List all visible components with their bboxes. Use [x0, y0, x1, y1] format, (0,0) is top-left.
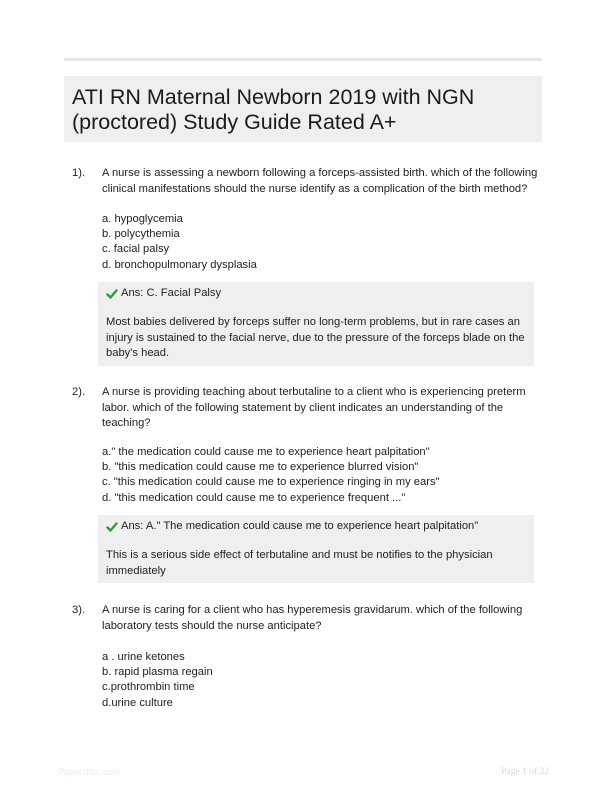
- option-item: d.urine culture: [102, 696, 173, 709]
- answer-line: [106, 286, 526, 301]
- option-item: c.prothrombin time: [102, 681, 195, 694]
- option-item: a . urine ketones: [102, 651, 185, 663]
- page-title: ATI RN Maternal Newborn 2019 with NGN (proctored) Study Guide Rated A+: [72, 85, 475, 134]
- check-icon: [106, 521, 118, 533]
- top-rule: [64, 58, 542, 61]
- options-list: [102, 445, 542, 506]
- answer-text: Ans: A." The medication could cause me to experience heart palpitation": [121, 520, 479, 532]
- option-item: a. hypoglycemia: [102, 213, 183, 225]
- title-box: [64, 76, 542, 142]
- question-text: A nurse is caring for a client who has hyperemesis gravidarum. which of the following laboratory tests should the nurse anticipate?: [102, 604, 523, 632]
- answer-explanation: Most babies delivered by forceps suffer no long-term problems, but in rare cases an injury is sustained to the facial nerve, due to the pressure of the forceps blade on the baby's head.: [106, 316, 525, 359]
- option-item: d. bronchopulmonary dysplasia: [102, 258, 257, 271]
- option-item: c. "this medication could cause me to experience ringing in my ears": [102, 476, 440, 489]
- answer-line: [106, 519, 526, 534]
- answer-box: [98, 282, 534, 366]
- question-text: A nurse is providing teaching about terbutaline to a client who is experiencing preterm labor. which of the following statement by client indicates an understanding of the teaching?: [102, 386, 526, 429]
- question-number: 1).: [72, 167, 86, 179]
- check-icon: [106, 288, 118, 300]
- footer-site-watermark: Papersfibc.com: [58, 767, 121, 777]
- question-text: A nurse is assessing a newborn following a forceps-assisted birth. which of the following clinical manifestations should the nurse identify as a complication of the birth method?: [102, 167, 538, 195]
- option-item: b. rapid plasma regain: [102, 666, 213, 679]
- option-item: d. "this medication could cause me to experience frequent ...": [102, 491, 406, 504]
- option-item: b. polycythemia: [102, 228, 180, 241]
- answer-explanation: This is a serious side effect of terbutaline and must be notifies to the physician immediately: [106, 549, 493, 577]
- options-list: [102, 212, 542, 273]
- answer-text: Ans: C. Facial Palsy: [121, 287, 222, 299]
- option-item: a." the medication could cause me to experience heart palpitation": [102, 446, 430, 458]
- question-number: 3).: [72, 604, 86, 616]
- question-number: 2).: [72, 386, 86, 398]
- option-item: c. facial palsy: [102, 243, 170, 256]
- answer-box: [98, 515, 534, 583]
- options-list: [102, 650, 542, 711]
- page-number: Page 1 of 22: [501, 767, 549, 777]
- option-item: b. "this medication could cause me to experience blurred vision": [102, 461, 419, 474]
